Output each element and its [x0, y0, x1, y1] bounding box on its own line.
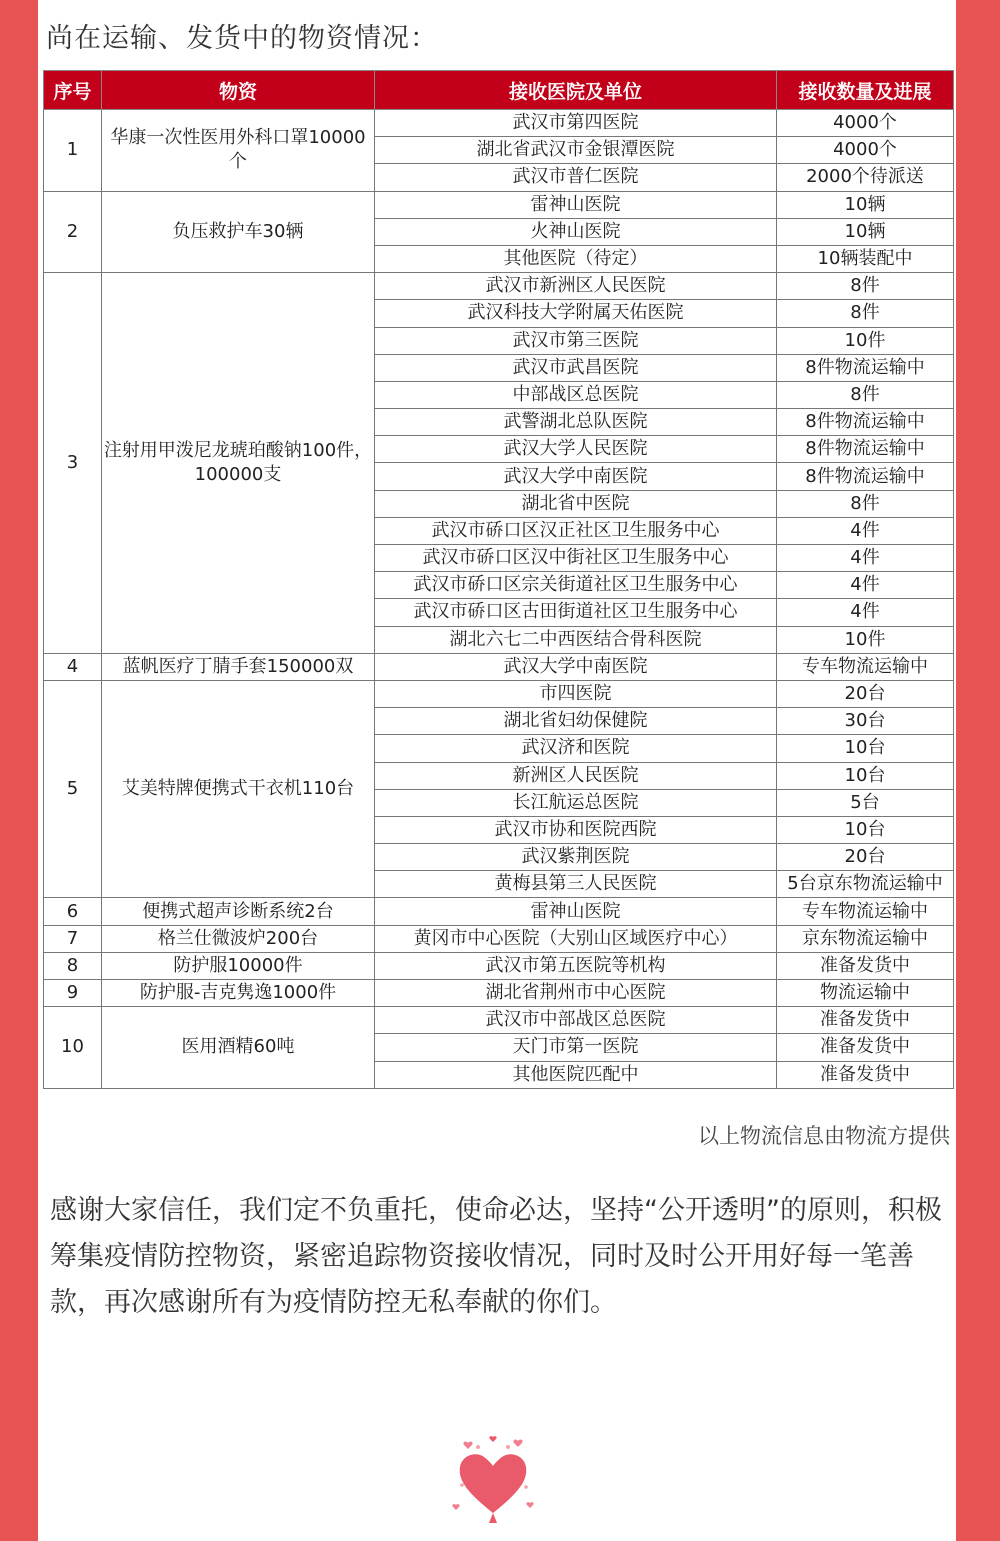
- quantity-cell: 4000个: [777, 137, 954, 164]
- material-cell: 防护服10000件: [102, 952, 375, 979]
- hospital-cell: 火神山医院: [375, 218, 777, 245]
- section-heading: 尚在运输、发货中的物资情况：: [46, 23, 438, 54]
- hospital-cell: 武汉大学人民医院: [375, 436, 777, 463]
- quantity-cell: 8件物流运输中: [777, 409, 954, 436]
- row-number: 7: [44, 925, 102, 952]
- quantity-cell: 8件物流运输中: [777, 354, 954, 381]
- quantity-cell: 10台: [777, 762, 954, 789]
- hospital-cell: 雷神山医院: [375, 898, 777, 925]
- quantity-cell: 10台: [777, 816, 954, 843]
- header-material: 物资: [102, 71, 375, 110]
- hospital-cell: 武汉市硚口区汉正社区卫生服务中心: [375, 517, 777, 544]
- material-cell: 华康一次性医用外科口罩10000个: [102, 110, 375, 192]
- hospital-cell: 武汉市第五医院等机构: [375, 952, 777, 979]
- logistics-note: 以上物流信息由物流方提供: [698, 1124, 950, 1148]
- quantity-cell: 10辆: [777, 191, 954, 218]
- row-number: 5: [44, 680, 102, 898]
- hospital-cell: 武汉济和医院: [375, 735, 777, 762]
- hospital-cell: 湖北省中医院: [375, 490, 777, 517]
- table-header-row: [44, 71, 954, 110]
- content-panel: [38, 0, 956, 1541]
- hospital-cell: 市四医院: [375, 680, 777, 707]
- hospital-cell: 武汉市第四医院: [375, 110, 777, 137]
- hospital-cell: 新洲区人民医院: [375, 762, 777, 789]
- right-border: [956, 0, 1000, 1541]
- quantity-cell: 30台: [777, 708, 954, 735]
- table-row: [44, 980, 954, 1007]
- table-row: [44, 680, 954, 707]
- thanks-paragraph: 感谢大家信任，我们定不负重托，使命必达，坚持“公开透明”的原则，积极筹集疫情防控物资，紧密追踪物资接收情况，同时及时公开用好每一笔善款，再次感谢所有为疫情防控无私奉献的你们。: [50, 1195, 942, 1318]
- hospital-cell: 武汉市硚口区宗关街道社区卫生服务中心: [375, 572, 777, 599]
- left-border: [0, 0, 38, 1541]
- hospital-cell: 武汉市普仁医院: [375, 164, 777, 191]
- supplies-table: [43, 70, 954, 1089]
- header-no: 序号: [44, 71, 102, 110]
- hospital-cell: 武汉紫荆医院: [375, 844, 777, 871]
- quantity-cell: 专车物流运输中: [777, 898, 954, 925]
- hospital-cell: 黄梅县第三人民医院: [375, 871, 777, 898]
- heart-icon: [448, 1435, 538, 1525]
- hospital-cell: 其他医院（待定）: [375, 245, 777, 272]
- quantity-cell: 准备发货中: [777, 1034, 954, 1061]
- hospital-cell: 武汉大学中南医院: [375, 653, 777, 680]
- table-body: [44, 110, 954, 1089]
- table-row: [44, 898, 954, 925]
- material-cell: 注射用甲泼尼龙琥珀酸钠100件，100000支: [102, 273, 375, 654]
- row-number: 9: [44, 980, 102, 1007]
- material-cell: 艾美特牌便携式干衣机110台: [102, 680, 375, 898]
- quantity-cell: 10台: [777, 735, 954, 762]
- quantity-cell: 20台: [777, 680, 954, 707]
- material-cell: 医用酒精60吨: [102, 1007, 375, 1089]
- row-number: 10: [44, 1007, 102, 1089]
- table-row: [44, 110, 954, 137]
- hospital-cell: 长江航运总医院: [375, 789, 777, 816]
- quantity-cell: 4件: [777, 517, 954, 544]
- material-cell: 负压救护车30辆: [102, 191, 375, 273]
- row-number: 1: [44, 110, 102, 192]
- hospital-cell: 其他医院匹配中: [375, 1061, 777, 1088]
- quantity-cell: 4件: [777, 572, 954, 599]
- header-hospital: 接收医院及单位: [375, 71, 777, 110]
- quantity-cell: 8件: [777, 490, 954, 517]
- hospital-cell: 武汉市新洲区人民医院: [375, 273, 777, 300]
- hospital-cell: 雷神山医院: [375, 191, 777, 218]
- row-number: 6: [44, 898, 102, 925]
- row-number: 8: [44, 952, 102, 979]
- quantity-cell: 4000个: [777, 110, 954, 137]
- quantity-cell: 2000个待派送: [777, 164, 954, 191]
- quantity-cell: 20台: [777, 844, 954, 871]
- hospital-cell: 武汉市硚口区汉中街社区卫生服务中心: [375, 545, 777, 572]
- material-cell: 便携式超声诊断系统2台: [102, 898, 375, 925]
- hospital-cell: 武汉市协和医院西院: [375, 816, 777, 843]
- hospital-cell: 天门市第一医院: [375, 1034, 777, 1061]
- quantity-cell: 10辆装配中: [777, 245, 954, 272]
- hospital-cell: 黄冈市中心医院（大别山区域医疗中心）: [375, 925, 777, 952]
- hospital-cell: 武汉市武昌医院: [375, 354, 777, 381]
- row-number: 2: [44, 191, 102, 273]
- hospital-cell: 武汉市第三医院: [375, 327, 777, 354]
- hospital-cell: 中部战区总医院: [375, 381, 777, 408]
- table-row: [44, 653, 954, 680]
- quantity-cell: 物流运输中: [777, 980, 954, 1007]
- material-cell: 格兰仕微波炉200台: [102, 925, 375, 952]
- quantity-cell: 8件: [777, 300, 954, 327]
- quantity-cell: 4件: [777, 545, 954, 572]
- row-number: 3: [44, 273, 102, 654]
- table-row: [44, 273, 954, 300]
- hospital-cell: 武警湖北总队医院: [375, 409, 777, 436]
- quantity-cell: 10辆: [777, 218, 954, 245]
- quantity-cell: 8件物流运输中: [777, 463, 954, 490]
- hospital-cell: 湖北省武汉市金银潭医院: [375, 137, 777, 164]
- hospital-cell: 武汉科技大学附属天佑医院: [375, 300, 777, 327]
- hospital-cell: 湖北省荆州市中心医院: [375, 980, 777, 1007]
- hospital-cell: 湖北省妇幼保健院: [375, 708, 777, 735]
- quantity-cell: 准备发货中: [777, 952, 954, 979]
- header-quantity: 接收数量及进展: [777, 71, 954, 110]
- quantity-cell: 5台: [777, 789, 954, 816]
- material-cell: 防护服-吉克隽逸1000件: [102, 980, 375, 1007]
- quantity-cell: 10件: [777, 626, 954, 653]
- hospital-cell: 武汉市中部战区总医院: [375, 1007, 777, 1034]
- table-row: [44, 191, 954, 218]
- hospital-cell: 武汉大学中南医院: [375, 463, 777, 490]
- table-row: [44, 1007, 954, 1034]
- quantity-cell: 10件: [777, 327, 954, 354]
- quantity-cell: 京东物流运输中: [777, 925, 954, 952]
- quantity-cell: 4件: [777, 599, 954, 626]
- quantity-cell: 准备发货中: [777, 1007, 954, 1034]
- quantity-cell: 5台京东物流运输中: [777, 871, 954, 898]
- row-number: 4: [44, 653, 102, 680]
- hospital-cell: 湖北六七二中西医结合骨科医院: [375, 626, 777, 653]
- quantity-cell: 8件物流运输中: [777, 436, 954, 463]
- quantity-cell: 专车物流运输中: [777, 653, 954, 680]
- quantity-cell: 准备发货中: [777, 1061, 954, 1088]
- material-cell: 蓝帆医疗丁腈手套150000双: [102, 653, 375, 680]
- hospital-cell: 武汉市硚口区古田街道社区卫生服务中心: [375, 599, 777, 626]
- quantity-cell: 8件: [777, 273, 954, 300]
- table-row: [44, 952, 954, 979]
- table-row: [44, 925, 954, 952]
- quantity-cell: 8件: [777, 381, 954, 408]
